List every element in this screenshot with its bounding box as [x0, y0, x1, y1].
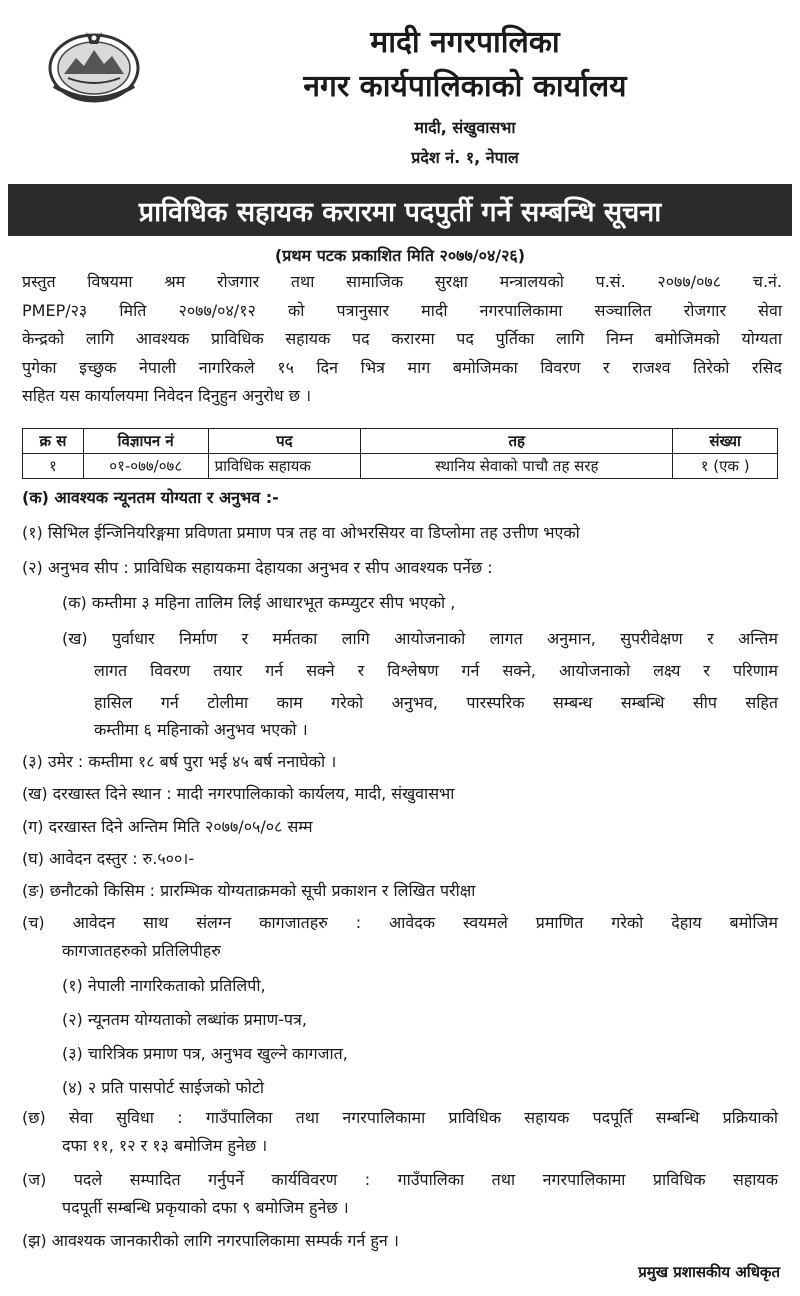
signatory-title: प्रमुख प्रशासकीय अधिकृत	[638, 1263, 780, 1281]
service-facility-line: दफा ११, १२ र १३ बमोजिम हुनेछ ।	[62, 1136, 268, 1155]
experience-item-b-line: हासिल गर्न टोलीमा काम गरेको अनुभव, पारस्परिक सम्बन्ध सम्बन्धि सीप सहित	[94, 693, 778, 712]
intro-paragraph	[22, 268, 782, 411]
duties-line: (ज) पदले सम्पादित गर्नुपर्ने कार्यविवरण : गाउँपालिका तथा नगरपालिकामा प्राविधिक सहायक	[22, 1170, 778, 1189]
application-fee: (घ) आवेदन दस्तुर : रु.५००।-	[22, 849, 195, 868]
table-cell: १ (एक )	[673, 454, 778, 479]
table-row	[23, 454, 778, 479]
experience-item-b-line: कम्तीमा ६ महिनाको अनुभव भएको ।	[94, 720, 308, 739]
intro-line: सहित यस कार्यालयमा निवेदन दिनुहुन अनुरोध छ ।	[22, 386, 312, 405]
intro-line: PMEP/२३ मिति २०७७/०४/१२ को पत्रानुसार मादी नगरपालिकामा सञ्चालित रोजगार सेवा	[22, 300, 782, 320]
table-cell: १	[23, 454, 84, 479]
table-cell: ०१-०७७/०७८	[83, 454, 208, 479]
application-place: (ख) दरखास्त दिने स्थान : मादी नगरपालिकाको कार्यलय, मादी, संखुवासभा	[22, 784, 455, 803]
intro-line: पुगेका इच्छुक नेपाली नागरिकले १५ दिन भित्र माग बमोजिमका विवरण र राजश्व तिरेको रसिद	[22, 357, 782, 377]
qualification-item: (१) सिभिल ईन्जिनियरिङ्गमा प्रविणता प्रमाण पत्र तह वा ओभरसियर वा डिप्लोमा तह उत्तीण भएको	[22, 523, 580, 542]
experience-item-b-line: लागत विवरण तयार गर्न सक्ने र विश्लेषण गर्न सक्ने, आयोजनाको लक्ष्य र परिणाम	[94, 661, 778, 680]
publish-date: (प्रथम पटक प्रकाशित मिति २०७७/०४/२६)	[274, 246, 526, 265]
column-header: संख्या	[673, 429, 778, 454]
nepal-emblem-icon	[46, 26, 142, 104]
age-requirement: (३) उमेर : कम्तीमा १८ बर्ष पुरा भई ४५ बर्ष ननाघेको ।	[22, 752, 337, 771]
document-item: (३) चारित्रिक प्रमाण पत्र, अनुभव खुल्ने कागजात,	[62, 1044, 348, 1063]
table-cell: स्थानिय सेवाको पाचौ तह सरह	[361, 454, 673, 479]
column-header: क्र स	[23, 429, 84, 454]
selection-method: (ङ) छनौटको किसिम : प्रारम्भिक योग्यताक्रमको सूची प्रकाशन र लिखित परीक्षा	[22, 881, 476, 900]
service-facility-line: (छ) सेवा सुविधा : गाउँपालिका तथा नगरपालिकामा प्राविधिक सहायक पदपूर्ति सम्बन्धि प्रक्रियाको	[22, 1108, 778, 1127]
column-header: विज्ञापन नं	[83, 429, 208, 454]
column-header: तह	[361, 429, 673, 454]
contact-note: (झ) आवश्यक जानकारीको लागि नगरपालिकामा सम्पर्क गर्न हुन ।	[22, 1231, 399, 1250]
duties-line: पदपूर्ती सम्बन्धि प्रकृयाको दफा ९ बमोजिम हुनेछ ।	[62, 1198, 349, 1217]
column-header: पद	[208, 429, 361, 454]
application-deadline: (ग) दरखास्त दिने अन्तिम मिति २०७७/०५/०८ सम्म	[22, 817, 313, 836]
experience-item-a: (क) कम्तीमा ३ महिना तालिम लिई आधारभूत कम्प्युटर सीप भएको ,	[62, 593, 456, 612]
document-item: (४) २ प्रति पासपोर्ट साईजको फोटो	[62, 1078, 265, 1097]
section-ka-heading: (क) आवश्यक न्यूनतम योग्यता र अनुभव :-	[22, 488, 279, 507]
table-header-row	[23, 429, 778, 454]
notice-title: प्राविधिक सहायक करारमा पदपुर्ती गर्ने सम्बन्धि सूचना	[8, 184, 792, 236]
document-item: (१) नेपाली नागरिकताको प्रतिलिपी,	[62, 976, 266, 995]
office-name: नगर कार्यपालिकाको कार्यालय	[303, 69, 627, 104]
intro-line: प्रस्तुत विषयमा श्रम रोजगार तथा सामाजिक सुरक्षा मन्त्रालयको प.सं. २०७७/०७८ च.नं.	[22, 272, 782, 291]
required-documents-heading: (च) आवेदन साथ संलग्न कागजातहरु : आवेदक स्वयमले प्रमाणित गरेको देहाय बमोजिम	[22, 913, 778, 932]
table-cell: प्राविधिक सहायक	[208, 454, 361, 479]
experience-item-b-line: (ख) पुर्वाधार निर्माण र मर्मतका लागि आयोजनाको लागत अनुमान, सुपरीवेक्षण र अन्तिम	[62, 629, 778, 648]
address-line-1: मादी, संखुवासभा	[414, 118, 516, 137]
municipality-name: मादी नगरपालिका	[370, 25, 560, 60]
vacancy-table	[22, 428, 778, 479]
intro-line: केन्द्रको लागि आवश्यक प्राविधिक सहायक पद करारमा पद पुर्तिका लागि निम्न बमोजिमको योग्यता	[22, 329, 782, 348]
address-line-2: प्रदेश नं. १, नेपाल	[411, 148, 519, 167]
required-documents-heading: कागजातहरुको प्रतिलिपीहरु	[62, 941, 221, 960]
document-item: (२) न्यूनतम योग्यताको लब्धांक प्रमाण-पत्र,	[62, 1010, 307, 1029]
experience-heading: (२) अनुभव सीप : प्राविधिक सहायकमा देहायका अनुभव र सीप आवश्यक पर्नेछ :	[22, 558, 493, 577]
